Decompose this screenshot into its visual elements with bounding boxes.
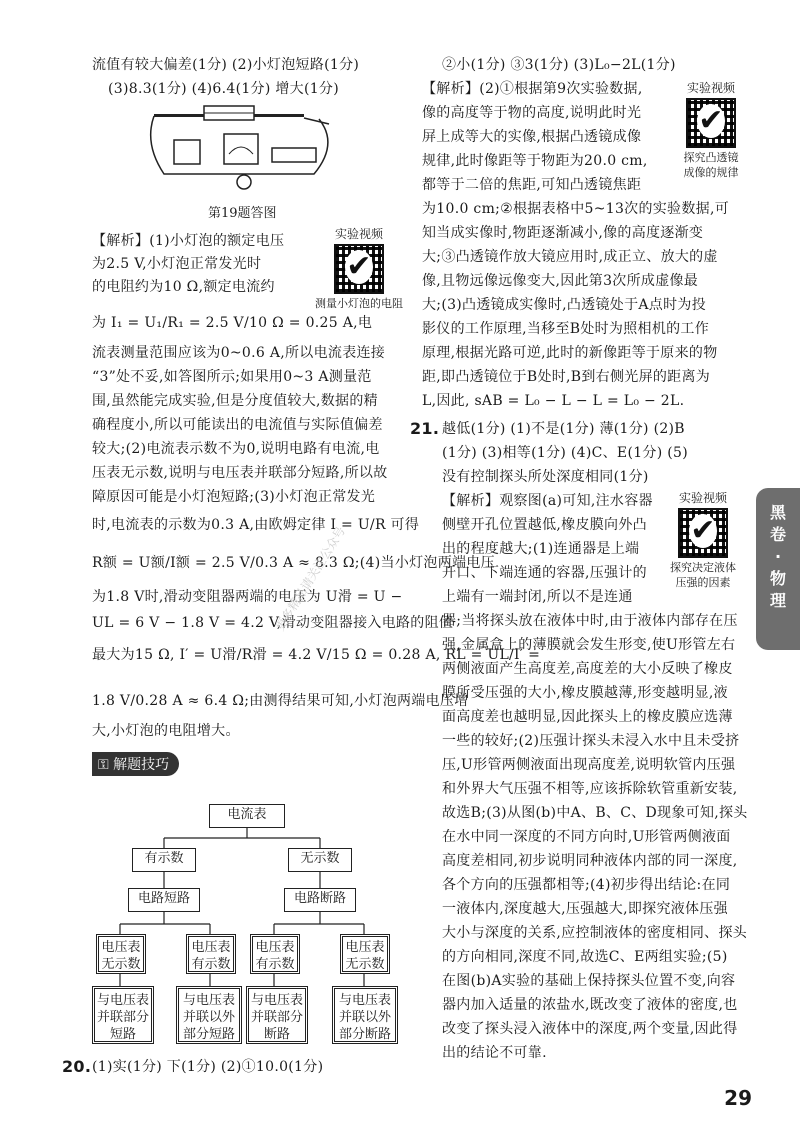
analysis-line: 像,且物远像远像变大,因此第3次所成虚像最: [422, 273, 699, 289]
analysis-line: 屏上成等大的实像,根据凸透镜成像: [422, 129, 642, 145]
qr-code-icon[interactable]: [678, 508, 728, 558]
figure-caption: 第19题答图: [208, 206, 277, 221]
flow-mid-left: 电路短路: [128, 888, 200, 912]
analysis-line: 确程度小,所以可能读出的电流值与实际值偏差: [92, 417, 383, 433]
qr-title: 实验视频: [686, 81, 735, 95]
flow-branch-right: 无示数: [288, 848, 352, 872]
analysis-line: 时,电流表的示数为0.3 A,由欧姆定律 I = U/R 可得: [92, 517, 420, 533]
analysis-line: 1.8 V/0.28 A ≈ 6.4 Ω;由测得结果可知,小灯泡两端电压增: [92, 693, 469, 709]
analysis-line: 为 I₁ = U₁/R₁ = 2.5 V/10 Ω = 0.25 A,电: [92, 315, 373, 331]
analysis-line: 一些的较好;(2)压强计探头未浸入水中且未受挤: [442, 733, 740, 749]
analysis-line: 较大;(2)电流表示数不为0,说明电路有电流,电: [92, 441, 380, 457]
side-tab: [756, 488, 800, 650]
analysis-line: 大;(3)凸透镜成实像时,凸透镜处于A点时为投: [422, 297, 707, 313]
question-21-answer: 越低(1分) (1)不是(1分) 薄(1分) (2)B: [442, 421, 685, 437]
key-icon: ⚿: [98, 757, 109, 773]
analysis-line: 和外界大气压强不相等,应该拆除软管重新安装,: [442, 781, 738, 797]
analysis-line: 的电阻约为10 Ω,额定电流约: [92, 279, 275, 295]
flow-l4-4: 与电压表 并联以外 部分断路: [332, 986, 398, 1044]
analysis-line: 器;当将探头放在液体中时,由于液体内部存在压: [442, 613, 738, 629]
question-21-answer: 没有控制探头所处深度相同(1分): [442, 469, 649, 485]
qr-video-block[interactable]: [666, 80, 756, 180]
qr-video-block[interactable]: [658, 490, 748, 590]
analysis-line: 压表无示数,说明与电压表并联部分短路,所以故: [92, 465, 388, 481]
qr-code-icon[interactable]: [686, 98, 736, 148]
analysis-line: 压,U形管两侧液面出现高度差,说明软管内压强: [442, 757, 736, 773]
flow-l4-1: 与电压表 并联部分 短路: [92, 986, 154, 1044]
qr-code-icon[interactable]: [334, 244, 384, 294]
analysis-line: 【解析】(1)小灯泡的额定电压: [92, 233, 285, 249]
watermark: 更多精品请关注公众号: [272, 524, 349, 634]
flow-branch-left: 有示数: [132, 848, 196, 872]
analysis-line: 出的程度越大;(1)连通器是上端: [442, 541, 640, 557]
analysis-line: “3”处不妥,如答图所示;如果用0~3 A测量范: [92, 369, 372, 385]
tip-badge: [92, 752, 179, 776]
analysis-line: 为1.8 V时,滑动变阻器两端的电压为 U滑 = U −: [92, 589, 403, 605]
analysis-line: 大,小灯泡的电阻增大。: [92, 723, 240, 739]
flow-l3-4: 电压表 无示数: [340, 934, 390, 974]
question-21-number: 21.: [410, 419, 440, 438]
analysis-line: 在水中同一深度的不同方向时,U形管两侧液面: [442, 829, 731, 845]
analysis-line: 【解析】观察图(a)可知,注水容器: [442, 493, 653, 509]
qr-title: 实验视频: [334, 227, 383, 241]
question-20-number: 20.: [62, 1057, 92, 1076]
flow-root: 电流表: [209, 804, 285, 828]
analysis-line: 侧壁开孔位置越低,橡皮膜向外凸: [442, 517, 647, 533]
analysis-line: 为10.0 cm;②根据表格中5~13次的实验数据,可: [422, 201, 730, 217]
flow-l4-3: 与电压表 并联部分 断路: [246, 986, 308, 1044]
analysis-line: 器内加入适量的浓盐水,既改变了液体的密度,也: [442, 997, 738, 1013]
analysis-line: 面高度差也越明显,因此探头上的橡皮膜应选薄: [442, 709, 733, 725]
analysis-line: 的方向相同,深度不同,故选C、E两组实验;(5): [442, 949, 728, 965]
answer-line-r1: ②小(1分) ③3(1分) (3)L₀−2L(1分): [442, 57, 676, 73]
analysis-line: 都等于二倍的焦距,可知凸透镜焦距: [422, 177, 642, 193]
qr-caption: 测量小灯泡的电阻: [315, 297, 403, 310]
qr-caption: 探究决定液体 压强的因素: [670, 561, 736, 589]
page-number: 29: [724, 1086, 752, 1110]
analysis-line: 在图(b)A实验的基础上保持探头位置不变,向容: [442, 973, 736, 989]
analysis-line: 高度差相同,初步说明同种液体内部的同一深度,: [442, 853, 738, 869]
qr-title: 实验视频: [678, 491, 727, 505]
qr-video-block[interactable]: [314, 226, 404, 311]
analysis-line: 影仪的工作原理,当移至B处时为照相机的工作: [422, 321, 710, 337]
analysis-line: 最大为15 Ω, I′ = U滑/R滑 = 4.2 V/15 Ω = 0.28 A, RL = UL/I′ =: [92, 647, 541, 663]
analysis-line: 流表测量范围应该为0~0.6 A,所以电流表连接: [92, 345, 386, 361]
analysis-line: 原理,根据光路可逆,此时的新像距等于原来的物: [422, 345, 718, 361]
analysis-line: 知当成实像时,物距逐渐减小,像的高度逐渐变: [422, 225, 704, 241]
circuit-diagram: [144, 104, 344, 194]
analysis-line: 强,金属盒上的薄膜就会发生形变,使U形管左右: [442, 637, 736, 653]
analysis-line: 一液体内,深度越大,压强越大,即探究液体压强: [442, 901, 728, 917]
flow-mid-right: 电路断路: [284, 888, 356, 912]
analysis-line: 为2.5 V,小灯泡正常发光时: [92, 256, 262, 272]
analysis-line: 【解析】(2)①根据第9次实验数据,: [422, 81, 643, 97]
analysis-line: L,因此, sAB = L₀ − L − L = L₀ − 2L.: [422, 393, 685, 409]
tip-label: 解题技巧: [113, 757, 170, 773]
analysis-line: 开口、下端连通的容器,压强计的: [442, 565, 647, 581]
analysis-line: 像的高度等于物的高度,说明此时光: [422, 105, 642, 121]
analysis-line: 各个方向的压强都相等;(4)初步得出结论:在同: [442, 877, 731, 893]
flow-l3-2: 电压表 有示数: [186, 934, 236, 974]
analysis-line: 故选B;(3)从图(b)中A、B、C、D现象可知,探头: [442, 805, 748, 821]
check-icon: ✔: [346, 249, 372, 284]
question-21-answer: (1分) (3)相等(1分) (4)C、E(1分) (5): [442, 445, 688, 461]
analysis-line: 大;③凸透镜作放大镜应用时,成正立、放大的虚: [422, 249, 718, 265]
answer-line-2: (3)8.3(1分) (4)6.4(1分) 增大(1分): [108, 81, 339, 97]
check-icon: ✔: [690, 513, 716, 548]
analysis-line: 障原因可能是小灯泡短路;(3)小灯泡正常发光: [92, 489, 376, 505]
question-20-answer: (1)实(1分) 下(1分) (2)①10.0(1分): [92, 1059, 324, 1075]
analysis-line: 上端有一端封闭,所以不是连通: [442, 589, 633, 605]
flow-l3-1: 电压表 无示数: [96, 934, 146, 974]
answer-line-1: 流值有较大偏差(1分) (2)小灯泡短路(1分): [92, 57, 360, 73]
analysis-line: 大小与深度的关系,应控制液体的密度相同、探头: [442, 925, 748, 941]
check-icon: ✔: [698, 103, 724, 138]
qr-caption: 探究凸透镜 成像的规律: [683, 151, 739, 179]
analysis-line: UL = 6 V − 1.8 V = 4.2 V,滑动变阻器接入电路的阻值: [92, 615, 454, 631]
analysis-line: R额 = U额/I额 = 2.5 V/0.3 A ≈ 8.3 Ω;(4)当小灯泡两端电压: [92, 555, 495, 571]
flow-l4-2: 与电压表 并联以外 部分短路: [176, 986, 242, 1044]
flow-l3-3: 电压表 有示数: [250, 934, 300, 974]
analysis-line: 两侧液面产生高度差,高度差的大小反映了橡皮: [442, 661, 733, 677]
side-tab-label: 黑卷·物理: [769, 503, 786, 610]
analysis-line: 改变了探头浸入液体中的深度,两个变量,因此得: [442, 1021, 738, 1037]
analysis-line: 出的结论不可靠.: [442, 1045, 547, 1061]
analysis-line: 距,即凸透镜位于B处时,B到右侧光屏的距离为: [422, 369, 711, 385]
analysis-line: 围,虽然能完成实验,但是分度值较大,数据的精: [92, 393, 378, 409]
analysis-line: 规律,此时像距等于物距为20.0 cm,: [422, 153, 648, 169]
analysis-line: 膜所受压强的大小,橡皮膜越薄,形变越明显,液: [442, 685, 728, 701]
